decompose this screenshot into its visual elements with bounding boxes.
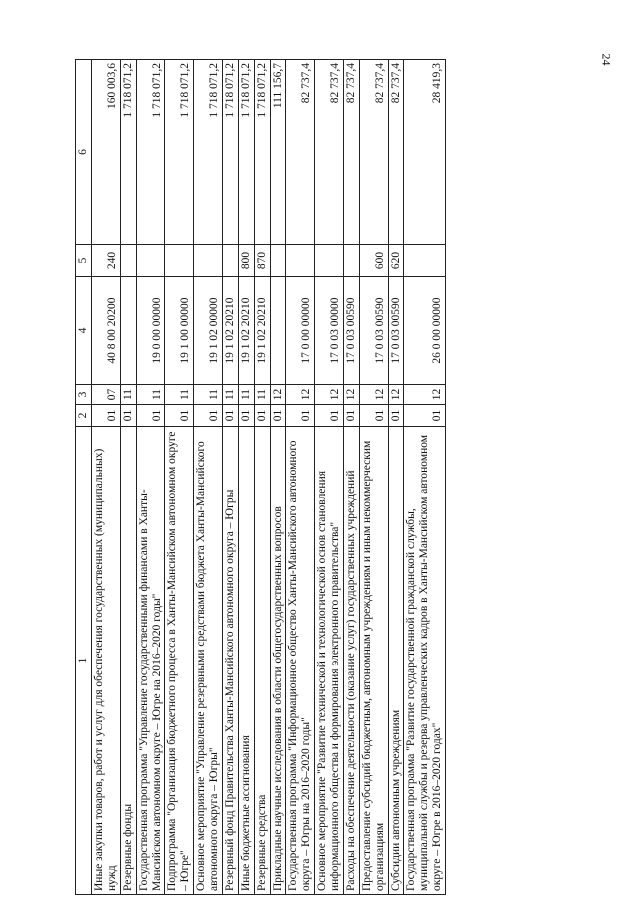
table-row <box>222 60 238 895</box>
row-subsection: 11 <box>238 385 254 405</box>
page-number: 24 <box>599 53 614 66</box>
header-col-6: 6 <box>76 60 92 245</box>
row-subsection: 12 <box>315 385 344 405</box>
row-expense-type: 600 <box>359 245 388 277</box>
row-section: 01 <box>315 405 344 427</box>
row-target-article: 17 0 03 00590 <box>359 277 388 385</box>
table-row <box>254 60 270 895</box>
row-amount: 82 737,4 <box>343 60 359 245</box>
table-row <box>92 60 121 895</box>
table-row <box>404 60 446 895</box>
row-amount: 1 718 071,2 <box>120 60 136 245</box>
row-expense-type <box>165 245 194 277</box>
row-expense-type <box>404 245 446 277</box>
row-amount: 82 737,4 <box>359 60 388 245</box>
row-section: 01 <box>270 405 286 427</box>
row-section: 01 <box>286 405 315 427</box>
row-section: 01 <box>404 405 446 427</box>
row-section: 01 <box>194 405 223 427</box>
row-subsection: 11 <box>254 385 270 405</box>
row-name: Прикладные научные исследования в области общегосударственных вопросов <box>270 427 286 895</box>
row-target-article <box>120 277 136 385</box>
row-target-article: 19 1 02 20210 <box>254 277 270 385</box>
row-name: Резервные фонды <box>120 427 136 895</box>
row-name: Резервные средства <box>254 427 270 895</box>
row-subsection: 11 <box>194 385 223 405</box>
row-target-article <box>270 277 286 385</box>
row-name: Основное мероприятие "Управление резервными средствами бюджета Ханты-Мансийского автономного округа – Югры" <box>194 427 223 895</box>
rotated-budget-table-container <box>75 60 605 895</box>
row-amount: 1 718 071,2 <box>194 60 223 245</box>
row-section: 01 <box>222 405 238 427</box>
row-expense-type <box>222 245 238 277</box>
row-section: 01 <box>388 405 404 427</box>
row-target-article: 19 1 00 00000 <box>165 277 194 385</box>
row-subsection: 07 <box>92 385 121 405</box>
row-subsection: 11 <box>136 385 165 405</box>
row-amount: 1 718 071,2 <box>254 60 270 245</box>
row-section: 01 <box>254 405 270 427</box>
row-expense-type: 240 <box>92 245 121 277</box>
row-target-article: 19 1 02 20210 <box>238 277 254 385</box>
row-subsection: 12 <box>343 385 359 405</box>
row-target-article: 19 0 00 00000 <box>136 277 165 385</box>
row-name: Основное мероприятие "Развитие технической и технологической основ становления информационного общества и формирования электронного правительства" <box>315 427 344 895</box>
row-target-article: 17 0 03 00000 <box>315 277 344 385</box>
row-section: 01 <box>136 405 165 427</box>
row-amount: 160 003,6 <box>92 60 121 245</box>
row-amount: 1 718 071,2 <box>136 60 165 245</box>
row-name: Резервный фонд Правительства Ханты-Мансийского автономного округа – Югры <box>222 427 238 895</box>
row-expense-type <box>315 245 344 277</box>
table-row <box>270 60 286 895</box>
header-col-4: 4 <box>76 277 92 385</box>
row-subsection: 12 <box>286 385 315 405</box>
row-section: 01 <box>92 405 121 427</box>
header-col-3: 3 <box>76 385 92 405</box>
table-row <box>120 60 136 895</box>
table-row <box>165 60 194 895</box>
row-name: Предоставление субсидий бюджетным, автономным учреждениям и иным некоммерческим организациям <box>359 427 388 895</box>
row-expense-type <box>136 245 165 277</box>
table-row <box>194 60 223 895</box>
header-col-2: 2 <box>76 405 92 427</box>
row-expense-type: 870 <box>254 245 270 277</box>
row-name: Государственная программа "Управление государственными финансами в Ханты-Мансийском автономном округе – Югре на 2016–2020 годы" <box>136 427 165 895</box>
row-amount: 82 737,4 <box>286 60 315 245</box>
row-section: 01 <box>359 405 388 427</box>
row-amount: 1 718 071,2 <box>238 60 254 245</box>
row-section: 01 <box>165 405 194 427</box>
row-amount: 1 718 071,2 <box>165 60 194 245</box>
row-expense-type <box>120 245 136 277</box>
table-row <box>315 60 344 895</box>
row-name: Иные бюджетные ассигнования <box>238 427 254 895</box>
row-name: Государственная программа "Развитие государственной гражданской службы, муниципальной службы и резерва управленческих кадров в Ханты-Мансийском автономном округе – Югре в 2016–2020 годах" <box>404 427 446 895</box>
row-subsection: 12 <box>359 385 388 405</box>
row-target-article: 17 0 03 00590 <box>343 277 359 385</box>
row-section: 01 <box>343 405 359 427</box>
table-row <box>286 60 315 895</box>
row-amount: 82 737,4 <box>315 60 344 245</box>
row-section: 01 <box>120 405 136 427</box>
row-subsection: 12 <box>404 385 446 405</box>
header-row <box>76 60 92 895</box>
row-target-article: 17 0 03 00590 <box>388 277 404 385</box>
row-subsection: 11 <box>120 385 136 405</box>
row-subsection: 12 <box>388 385 404 405</box>
row-target-article: 40 8 00 20200 <box>92 277 121 385</box>
row-name: Иные закупки товаров, работ и услуг для обеспечения государственных (муниципальных) нужд <box>92 427 121 895</box>
row-subsection: 11 <box>222 385 238 405</box>
row-section: 01 <box>238 405 254 427</box>
row-name: Государственная программа "Информационное общество Ханты-Мансийского автономного округа – Югры на 2016–2020 годы" <box>286 427 315 895</box>
row-amount: 28 419,3 <box>404 60 446 245</box>
row-expense-type: 800 <box>238 245 254 277</box>
row-amount: 82 737,4 <box>388 60 404 245</box>
row-expense-type: 620 <box>388 245 404 277</box>
row-expense-type <box>343 245 359 277</box>
row-target-article: 19 1 02 20210 <box>222 277 238 385</box>
table-row <box>136 60 165 895</box>
row-name: Подпрограмма "Организация бюджетного процесса в Ханты-Мансийском автономном округе – Югре" <box>165 427 194 895</box>
row-amount: 1 718 071,2 <box>222 60 238 245</box>
row-expense-type <box>286 245 315 277</box>
table-row <box>359 60 388 895</box>
row-name: Расходы на обеспечение деятельности (оказание услуг) государственных учреждений <box>343 427 359 895</box>
row-expense-type <box>270 245 286 277</box>
row-name: Субсидии автономным учреждениям <box>388 427 404 895</box>
table-row <box>388 60 404 895</box>
row-target-article: 26 0 00 00000 <box>404 277 446 385</box>
row-amount: 111 156,7 <box>270 60 286 245</box>
row-subsection: 11 <box>165 385 194 405</box>
table-row <box>238 60 254 895</box>
budget-table <box>75 59 446 895</box>
row-expense-type <box>194 245 223 277</box>
table-row <box>343 60 359 895</box>
row-target-article: 17 0 00 00000 <box>286 277 315 385</box>
row-target-article: 19 1 02 00000 <box>194 277 223 385</box>
header-col-1: 1 <box>76 427 92 895</box>
header-col-5: 5 <box>76 245 92 277</box>
row-subsection: 12 <box>270 385 286 405</box>
